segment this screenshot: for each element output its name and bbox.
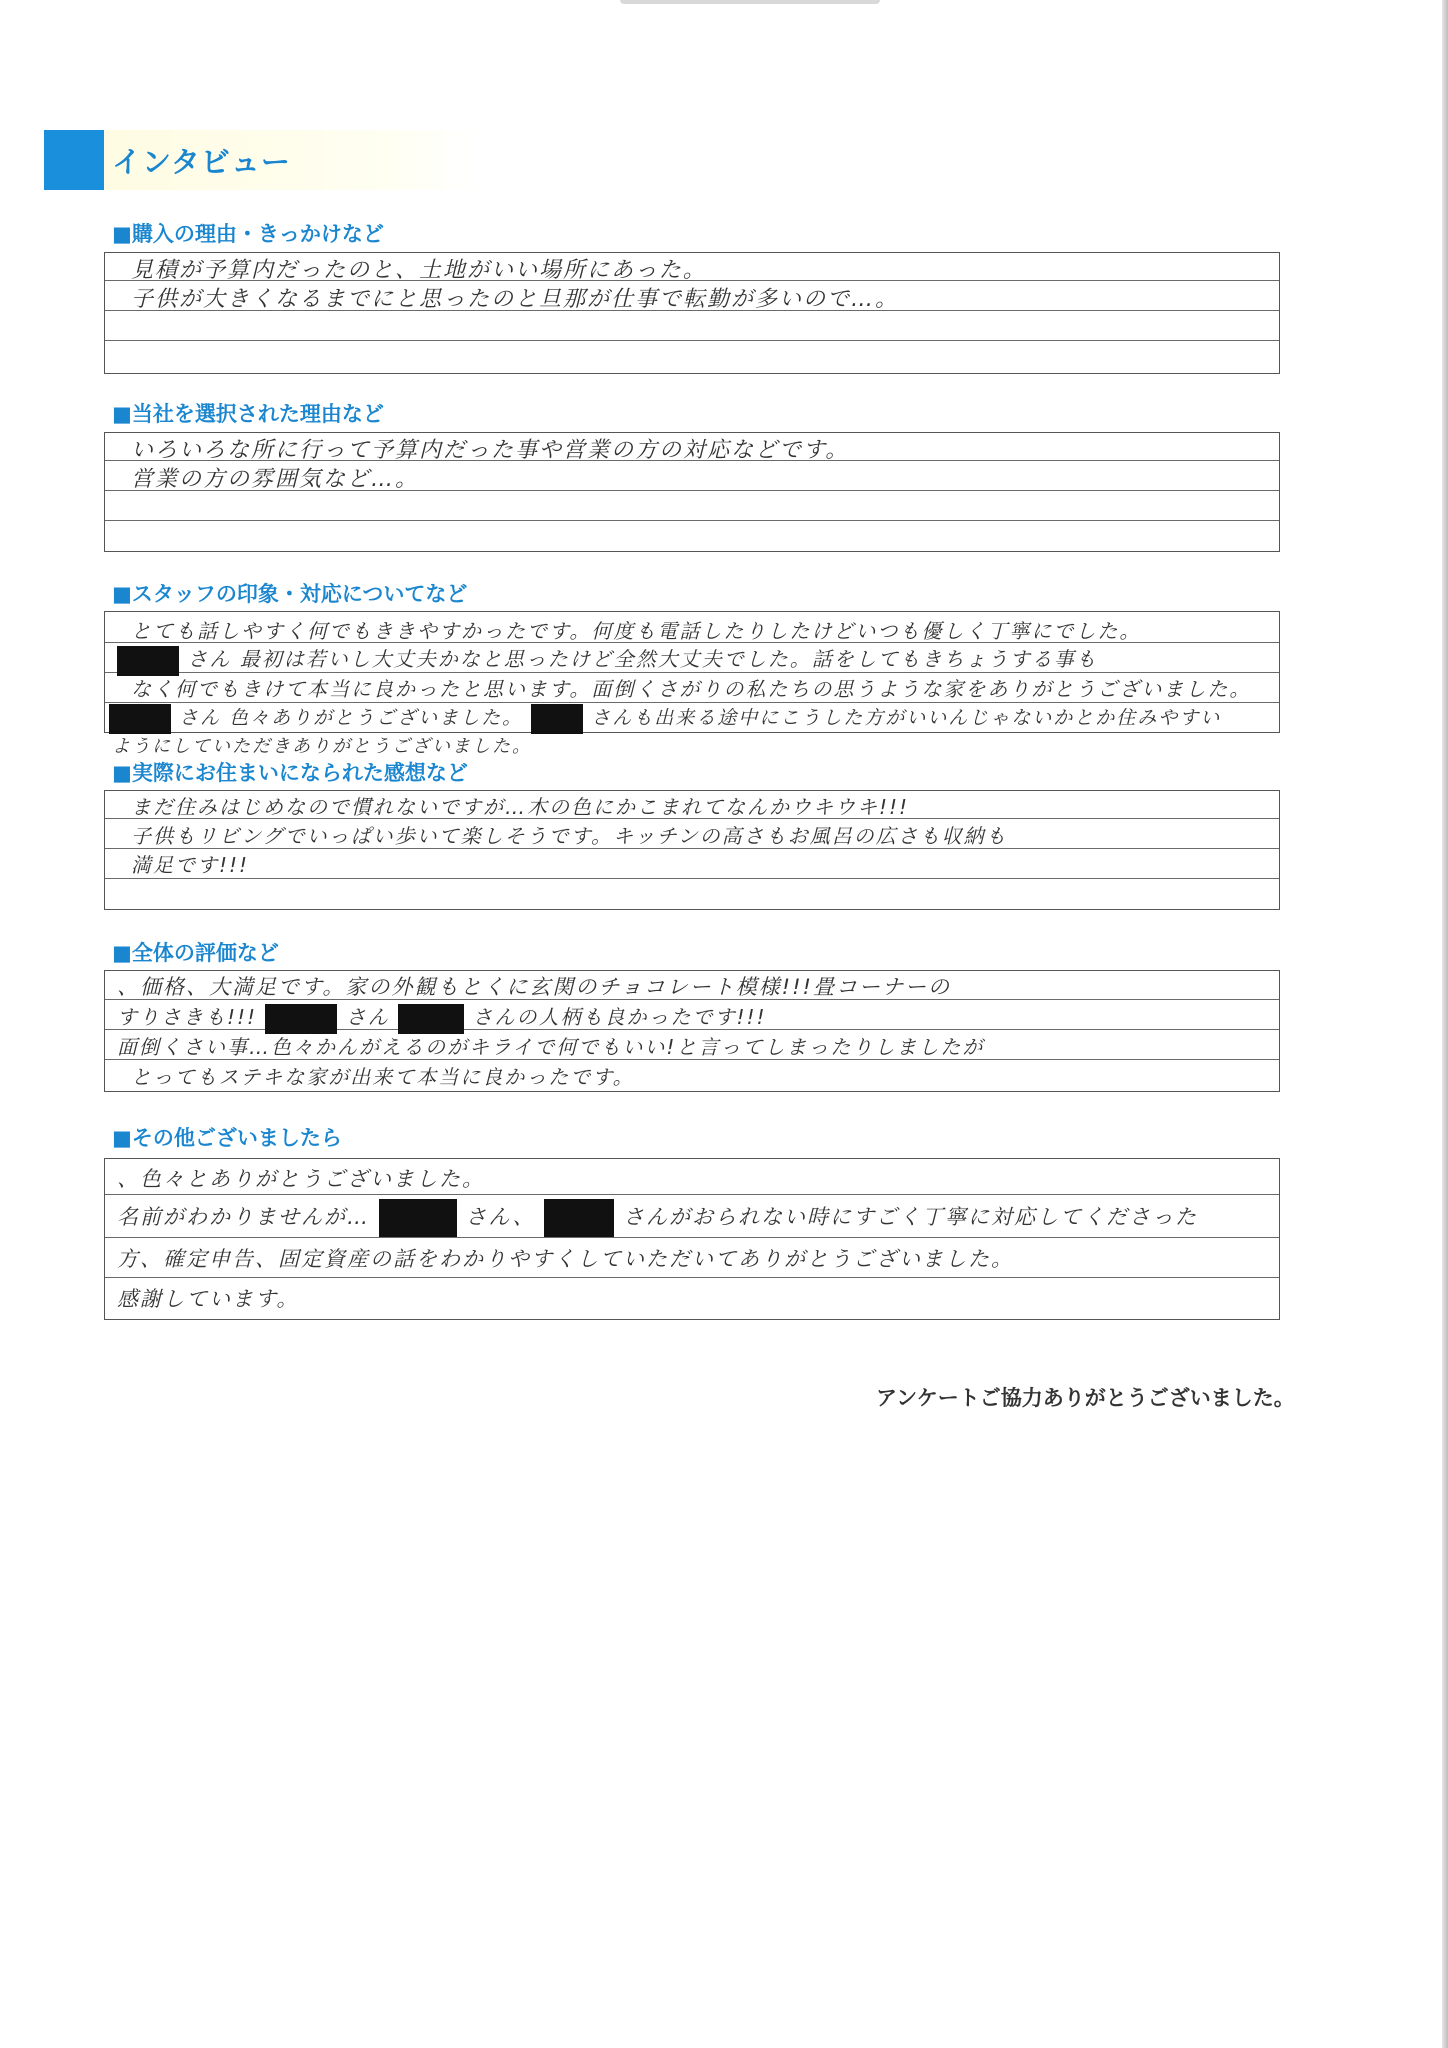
redaction-box [531,704,583,734]
answer-line-overflow [112,732,532,758]
redaction-box [265,1004,337,1034]
answer-line: 営業の方の雰囲気など…。 [131,467,420,492]
answer-text: すりさきも!!! [117,1005,258,1029]
answer-line [117,1283,299,1313]
answer-text: なく何でもきけて本当に良かったと思います。面倒くさがりの私たちの思うような家をありがとうございました。 [131,677,1252,701]
scan-shadow [620,0,880,4]
section-title: ■購入の理由・きっかけなど [112,222,384,246]
ruled-line [105,520,1279,521]
ruled-line [105,340,1279,341]
answer-text: とってもステキな家が出来て本当に良かったです。 [131,1065,635,1089]
answer-line [117,1163,485,1193]
page-header [44,130,474,190]
answer-text: 面倒くさい事…色々かんがえるのがキライで何でもいい!と言ってしまったりしましたが [117,1035,985,1059]
section-title: ■その他ございましたら [112,1126,342,1150]
answer-text: さん [345,1005,390,1029]
answer-box [104,252,1280,374]
answer-text: さんがおられない時にすごく丁寧に対応してくださった [623,1205,1199,1229]
ruled-line [105,1237,1279,1238]
answer-box [104,611,1280,733]
answer-text: ようにしていただきありがとうございました。 [112,736,532,757]
answer-text: 感謝しています。 [117,1287,300,1311]
section-title: ■当社を選択された理由など [112,402,384,426]
page-title: インタビュー [112,145,291,179]
answer-box [104,1158,1280,1320]
answer-line: 子供もリビングでいっぱい歩いて楽しそうです。キッチンの高さもお風呂の広さも収納も [131,824,1008,848]
answer-text: さん、 [465,1205,536,1229]
answer-line [117,643,1098,676]
redaction-box [379,1199,457,1237]
redaction-box [117,646,179,676]
answer-line: 満足です!!! [131,853,250,877]
answer-line: 見積が予算内だったのと、土地がいい場所にあった。 [131,258,707,283]
scan-page-edge [1442,0,1448,2048]
ruled-line [105,1194,1279,1195]
answer-box [104,970,1280,1092]
ruled-line [105,878,1279,879]
answer-text: 名前がわかりませんが… [117,1205,370,1229]
answer-line [131,615,1141,644]
redaction-box [109,704,171,734]
redaction-box [544,1199,614,1237]
answer-line [117,1031,984,1060]
answer-box [104,432,1280,552]
answer-line [131,1061,635,1090]
answer-line [117,1199,1198,1237]
ruled-line [105,1277,1279,1278]
answer-text: さんの人柄も良かったです!!! [472,1005,767,1029]
footer-thanks: アンケートご協力ありがとうございました。 [876,1386,1295,1410]
answer-text: 方、確定申告、固定資産の話をわかりやすくしていただいてありがとうございました。 [117,1247,1014,1271]
answer-text: とても話しやすく何でもききやすかったです。何度も電話したりしたけどいつも優しく丁寧にでした。 [131,619,1142,643]
answer-line [117,1243,1014,1273]
answer-box [104,790,1280,910]
answer-line: まだ住みはじめなので慣れないですが…木の色にかこまれてなんかウキウキ!!! [131,795,910,819]
answer-text: さん 色々ありがとうございました。 [179,707,524,729]
header-marker-square [44,130,104,190]
answer-line [109,703,1221,734]
answer-line [117,971,951,1001]
answer-text: さん 最初は若いし大丈夫かなと思ったけど全然大丈夫でした。話をしてもきちょうする事も [187,647,1098,671]
section-title: ■実際にお住まいになられた感想など [112,761,468,785]
section-title: ■全体の評価など [112,941,279,965]
section-title: ■スタッフの印象・対応についてなど [112,582,468,606]
answer-line: いろいろな所に行って予算内だった事や営業の方の対応などです。 [131,438,850,463]
answer-text: さんも出来る途中にこうした方がいいんじゃないかとか住みやすい [591,707,1222,729]
answer-line [131,673,1251,702]
answer-text: 、色々とありがとうございました。 [117,1167,485,1191]
answer-text: 、価格、大満足です。家の外観もとくに玄関のチョコレート模様!!!畳コーナーの [117,975,951,999]
answer-line [117,1001,767,1034]
redaction-box [398,1004,464,1034]
answer-line: 子供が大きくなるまでにと思ったのと旦那が仕事で転勤が多いので…。 [131,287,900,312]
